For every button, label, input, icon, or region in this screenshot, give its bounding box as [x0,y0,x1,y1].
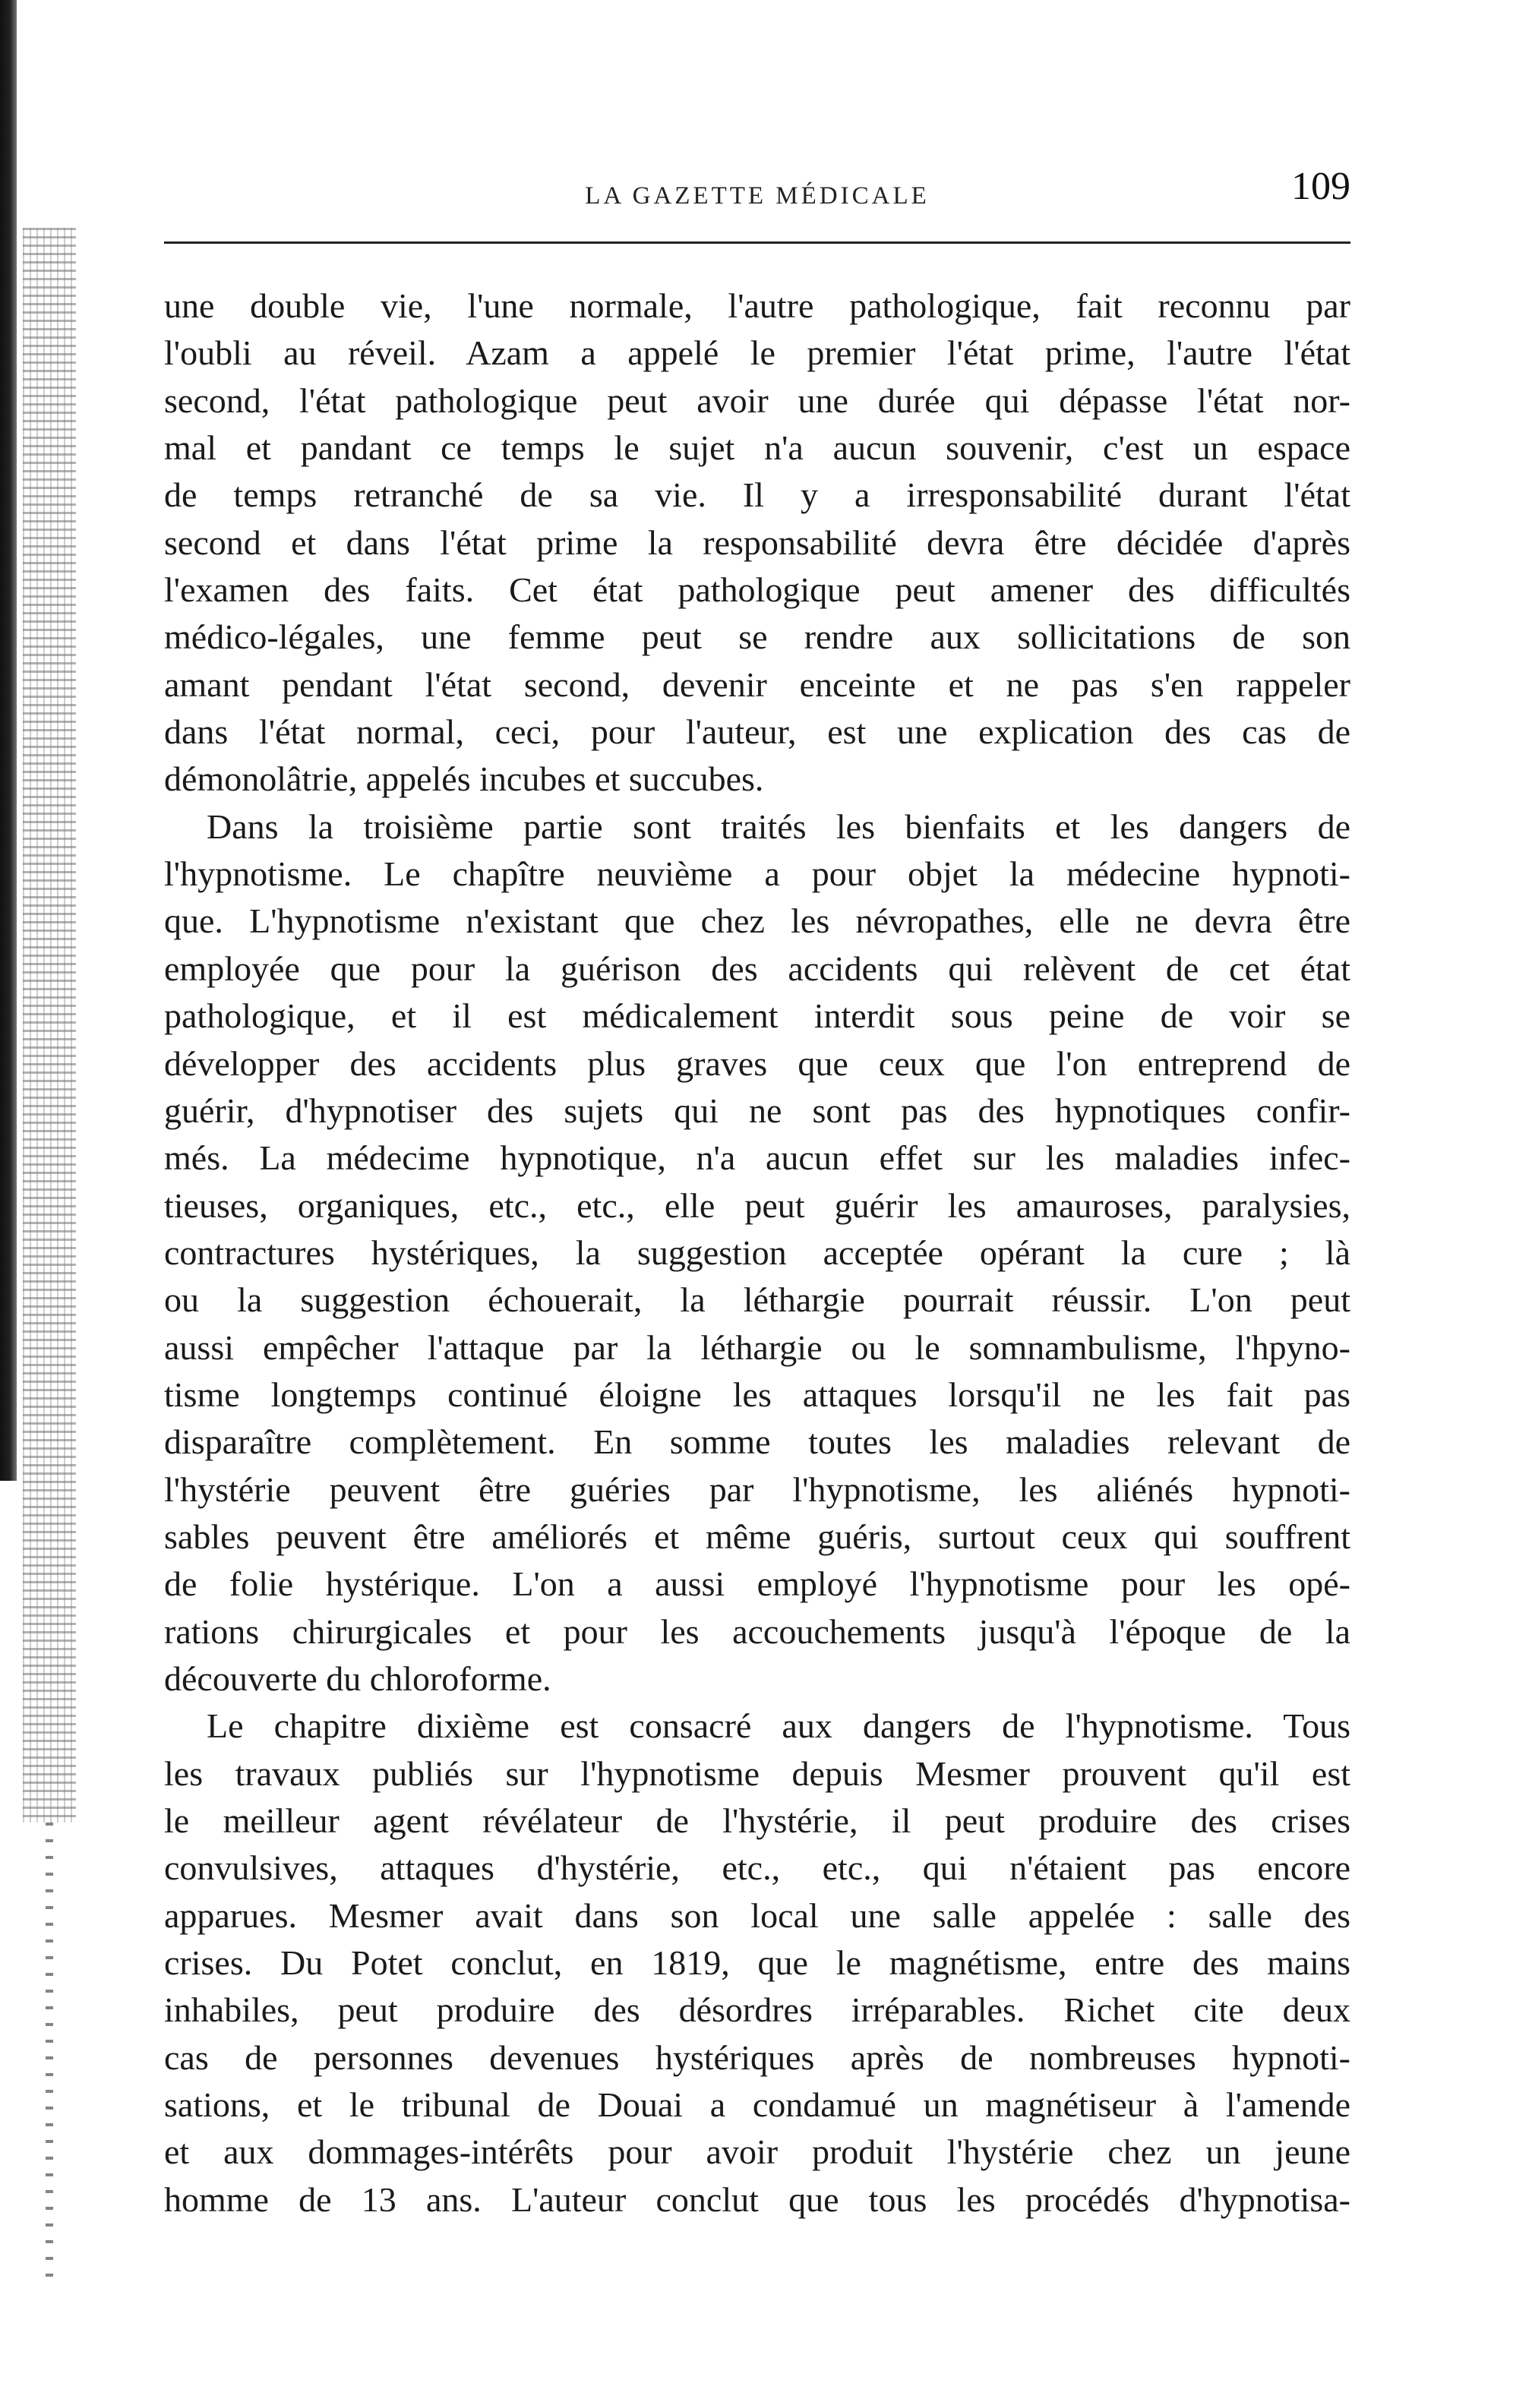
text-line: inhabiles, peut produire des désordres irréparables. Richet cite deux [164,1990,1350,2030]
text-line: sations, et le tribunal de Douai a condamué un magnétiseur à l'amende [164,2085,1350,2125]
text-line: tieuses, organiques, etc., etc., elle peut guérir les amauroses, paralysies, [164,1185,1350,1225]
text-line: mal et pandant ce temps le sujet n'a aucun souvenir, c'est un espace [164,428,1350,468]
text-line: les travaux publiés sur l'hypnotisme depuis Mesmer prouvent qu'il est [164,1753,1350,1793]
text-line: l'hypnotisme. Le chapître neuvième a pour objet la médecine hypnoti- [164,854,1350,894]
text-line: Dans la troisième partie sont traités les bienfaits et les dangers de [207,806,1350,846]
text-line: développer des accidents plus graves que ceux que l'on entreprend de [164,1043,1350,1083]
text-line: homme de 13 ans. L'auteur conclut que tous les procédés d'hypnotisa- [164,2179,1350,2219]
binding-tail [46,1823,53,2278]
text-line: rations chirurgicales et pour les accouchements jusqu'à l'époque de la [164,1611,1350,1651]
text-line: apparues. Mesmer avait dans son local une salle appelée : salle des [164,1895,1350,1935]
text-line: pathologique, et il est médicalement interdit sous peine de voir se [164,996,1350,1036]
binding-speckle [23,228,76,1823]
text-line: l'hystérie peuvent être guéries par l'hypnotisme, les aliénés hypnoti- [164,1469,1350,1509]
text-line: més. La médecime hypnotique, n'a aucun effet sur les maladies infec- [164,1138,1350,1178]
text-line: amant pendant l'état second, devenir enceinte et ne pas s'en rappeler [164,664,1350,704]
text-body [164,282,1350,2318]
text-line: ou la suggestion échouerait, la léthargie pourrait réussir. L'on peut [164,1280,1350,1320]
page-header [164,161,1350,229]
text-line: une double vie, l'une normale, l'autre pathologique, fait reconnu par [164,286,1350,325]
text-line: employée que pour la guérison des accidents qui relèvent de cet état [164,948,1350,988]
text-line: contractures hystériques, la suggestion acceptée opérant la cure ; là [164,1232,1350,1272]
text-line: médico-légales, une femme peut se rendre aux sollicitations de son [164,617,1350,657]
text-line: second et dans l'état prime la responsabilité devra être décidée d'après [164,522,1350,562]
text-line: Le chapitre dixième est consacré aux dangers de l'hypnotisme. Tous [207,1706,1350,1746]
text-line: cas de personnes devenues hystériques après de nombreuses hypnoti- [164,2037,1350,2077]
text-line: que. L'hypnotisme n'existant que chez les névropathes, elle ne devra être [164,901,1350,941]
running-title: LA GAZETTE MÉDICALE [585,182,930,210]
text-line: disparaître complètement. En somme toutes les maladies relevant de [164,1422,1350,1462]
text-line: le meilleur agent révélateur de l'hystérie, il peut produire des crises [164,1801,1350,1840]
text-line: sables peuvent être améliorés et même guéris, surtout ceux qui souffrent [164,1516,1350,1556]
binding-shadow [0,0,17,1481]
text-line: et aux dommages-intérêts pour avoir produit l'hystérie chez un jeune [164,2132,1350,2172]
text-line: découverte du chloroforme. [164,1658,551,1698]
text-line: crises. Du Potet conclut, en 1819, que le magnétisme, entre des mains [164,1943,1350,1983]
header-rule [164,241,1350,244]
text-line: démonolâtrie, appelés incubes et succubes. [164,759,764,799]
text-line: guérir, d'hypnotiser des sujets qui ne sont pas des hypnotiques confir- [164,1090,1350,1130]
text-line: tisme longtemps continué éloigne les attaques lorsqu'il ne les fait pas [164,1374,1350,1414]
text-line: de folie hystérique. L'on a aussi employé l'hypnotisme pour les opé- [164,1564,1350,1604]
text-line: convulsives, attaques d'hystérie, etc., etc., qui n'étaient pas encore [164,1848,1350,1888]
text-line: second, l'état pathologique peut avoir une durée qui dépasse l'état nor- [164,380,1350,420]
text-line: dans l'état normal, ceci, pour l'auteur, est une explication des cas de [164,712,1350,752]
text-line: aussi empêcher l'attaque par la léthargie ou le somnambulisme, l'hpyno- [164,1327,1350,1367]
text-line: l'oubli au réveil. Azam a appelé le premier l'état prime, l'autre l'état [164,333,1350,373]
text-line: de temps retranché de sa vie. Il y a irresponsabilité durant l'état [164,475,1350,515]
page-number: 109 [1291,165,1350,208]
text-line: l'examen des faits. Cet état pathologique peut amener des difficultés [164,570,1350,610]
